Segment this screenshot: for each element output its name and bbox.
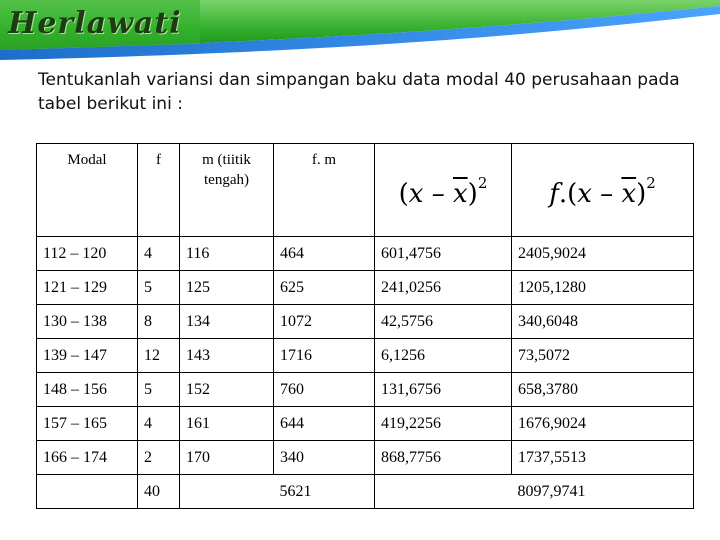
cell-f: 2 bbox=[138, 441, 180, 475]
total-f-dev-sq: 8097,9741 bbox=[512, 475, 694, 509]
cell-dev-sq: 131,6756 bbox=[375, 373, 512, 407]
cell-modal: 148 – 156 bbox=[37, 373, 138, 407]
totals-row bbox=[37, 475, 694, 509]
cell-fm: 1716 bbox=[274, 339, 375, 373]
cell-dev-sq: 601,4756 bbox=[375, 237, 512, 271]
table-header-row bbox=[37, 144, 694, 237]
cell-f-dev-sq: 1737,5513 bbox=[512, 441, 694, 475]
table-row bbox=[37, 441, 694, 475]
cell-m: 134 bbox=[180, 305, 274, 339]
cell-m: 143 bbox=[180, 339, 274, 373]
cell-f: 4 bbox=[138, 237, 180, 271]
table-row bbox=[37, 339, 694, 373]
cell-f-dev-sq: 658,3780 bbox=[512, 373, 694, 407]
cell-f-dev-sq: 2405,9024 bbox=[512, 237, 694, 271]
cell-fm: 625 bbox=[274, 271, 375, 305]
cell-modal: 130 – 138 bbox=[37, 305, 138, 339]
cell-m: 116 bbox=[180, 237, 274, 271]
cell-m: 170 bbox=[180, 441, 274, 475]
total-dev-sq-empty bbox=[375, 475, 512, 509]
total-fm: 5621 bbox=[274, 475, 375, 509]
cell-f: 4 bbox=[138, 407, 180, 441]
table-row bbox=[37, 271, 694, 305]
banner-title: Herlawati bbox=[8, 6, 182, 41]
table-row bbox=[37, 373, 694, 407]
cell-f: 5 bbox=[138, 373, 180, 407]
cell-modal: 112 – 120 bbox=[37, 237, 138, 271]
header-modal: Modal bbox=[37, 144, 138, 237]
cell-dev-sq: 419,2256 bbox=[375, 407, 512, 441]
header-m: m (tiitik tengah) bbox=[180, 144, 274, 237]
cell-m: 161 bbox=[180, 407, 274, 441]
cell-f-dev-sq: 1676,9024 bbox=[512, 407, 694, 441]
data-table bbox=[36, 143, 694, 509]
cell-fm: 340 bbox=[274, 441, 375, 475]
total-m-empty bbox=[180, 475, 274, 509]
cell-fm: 464 bbox=[274, 237, 375, 271]
cell-f-dev-sq: 340,6048 bbox=[512, 305, 694, 339]
cell-dev-sq: 241,0256 bbox=[375, 271, 512, 305]
header-deviation-squared bbox=[375, 144, 512, 237]
cell-dev-sq: 868,7756 bbox=[375, 441, 512, 475]
cell-f: 8 bbox=[138, 305, 180, 339]
cell-dev-sq: 42,5756 bbox=[375, 305, 512, 339]
header-f: f bbox=[138, 144, 180, 237]
cell-f: 5 bbox=[138, 271, 180, 305]
cell-modal: 121 – 129 bbox=[37, 271, 138, 305]
cell-fm: 644 bbox=[274, 407, 375, 441]
question-text: Tentukanlah variansi dan simpangan baku data modal 40 perusahaan pada tabel berikut ini : bbox=[38, 70, 680, 114]
header-f-deviation-squared bbox=[512, 144, 694, 237]
total-f: 40 bbox=[138, 475, 180, 509]
cell-modal: 157 – 165 bbox=[37, 407, 138, 441]
cell-f-dev-sq: 73,5072 bbox=[512, 339, 694, 373]
table-row bbox=[37, 237, 694, 271]
cell-fm: 1072 bbox=[274, 305, 375, 339]
cell-m: 152 bbox=[180, 373, 274, 407]
header-fm: f. m bbox=[274, 144, 375, 237]
cell-f: 12 bbox=[138, 339, 180, 373]
cell-modal: 166 – 174 bbox=[37, 441, 138, 475]
cell-m: 125 bbox=[180, 271, 274, 305]
cell-fm: 760 bbox=[274, 373, 375, 407]
deviation-squared-formula: $(x - \overline{x})^2$ bbox=[398, 173, 488, 209]
table-row bbox=[37, 407, 694, 441]
f-deviation-squared-formula: $f.(x - \overline{x})^2$ bbox=[549, 173, 656, 209]
table-row bbox=[37, 305, 694, 339]
cell-dev-sq: 6,1256 bbox=[375, 339, 512, 373]
total-modal-empty bbox=[37, 475, 138, 509]
header-banner bbox=[0, 0, 720, 62]
cell-modal: 139 – 147 bbox=[37, 339, 138, 373]
cell-f-dev-sq: 1205,1280 bbox=[512, 271, 694, 305]
